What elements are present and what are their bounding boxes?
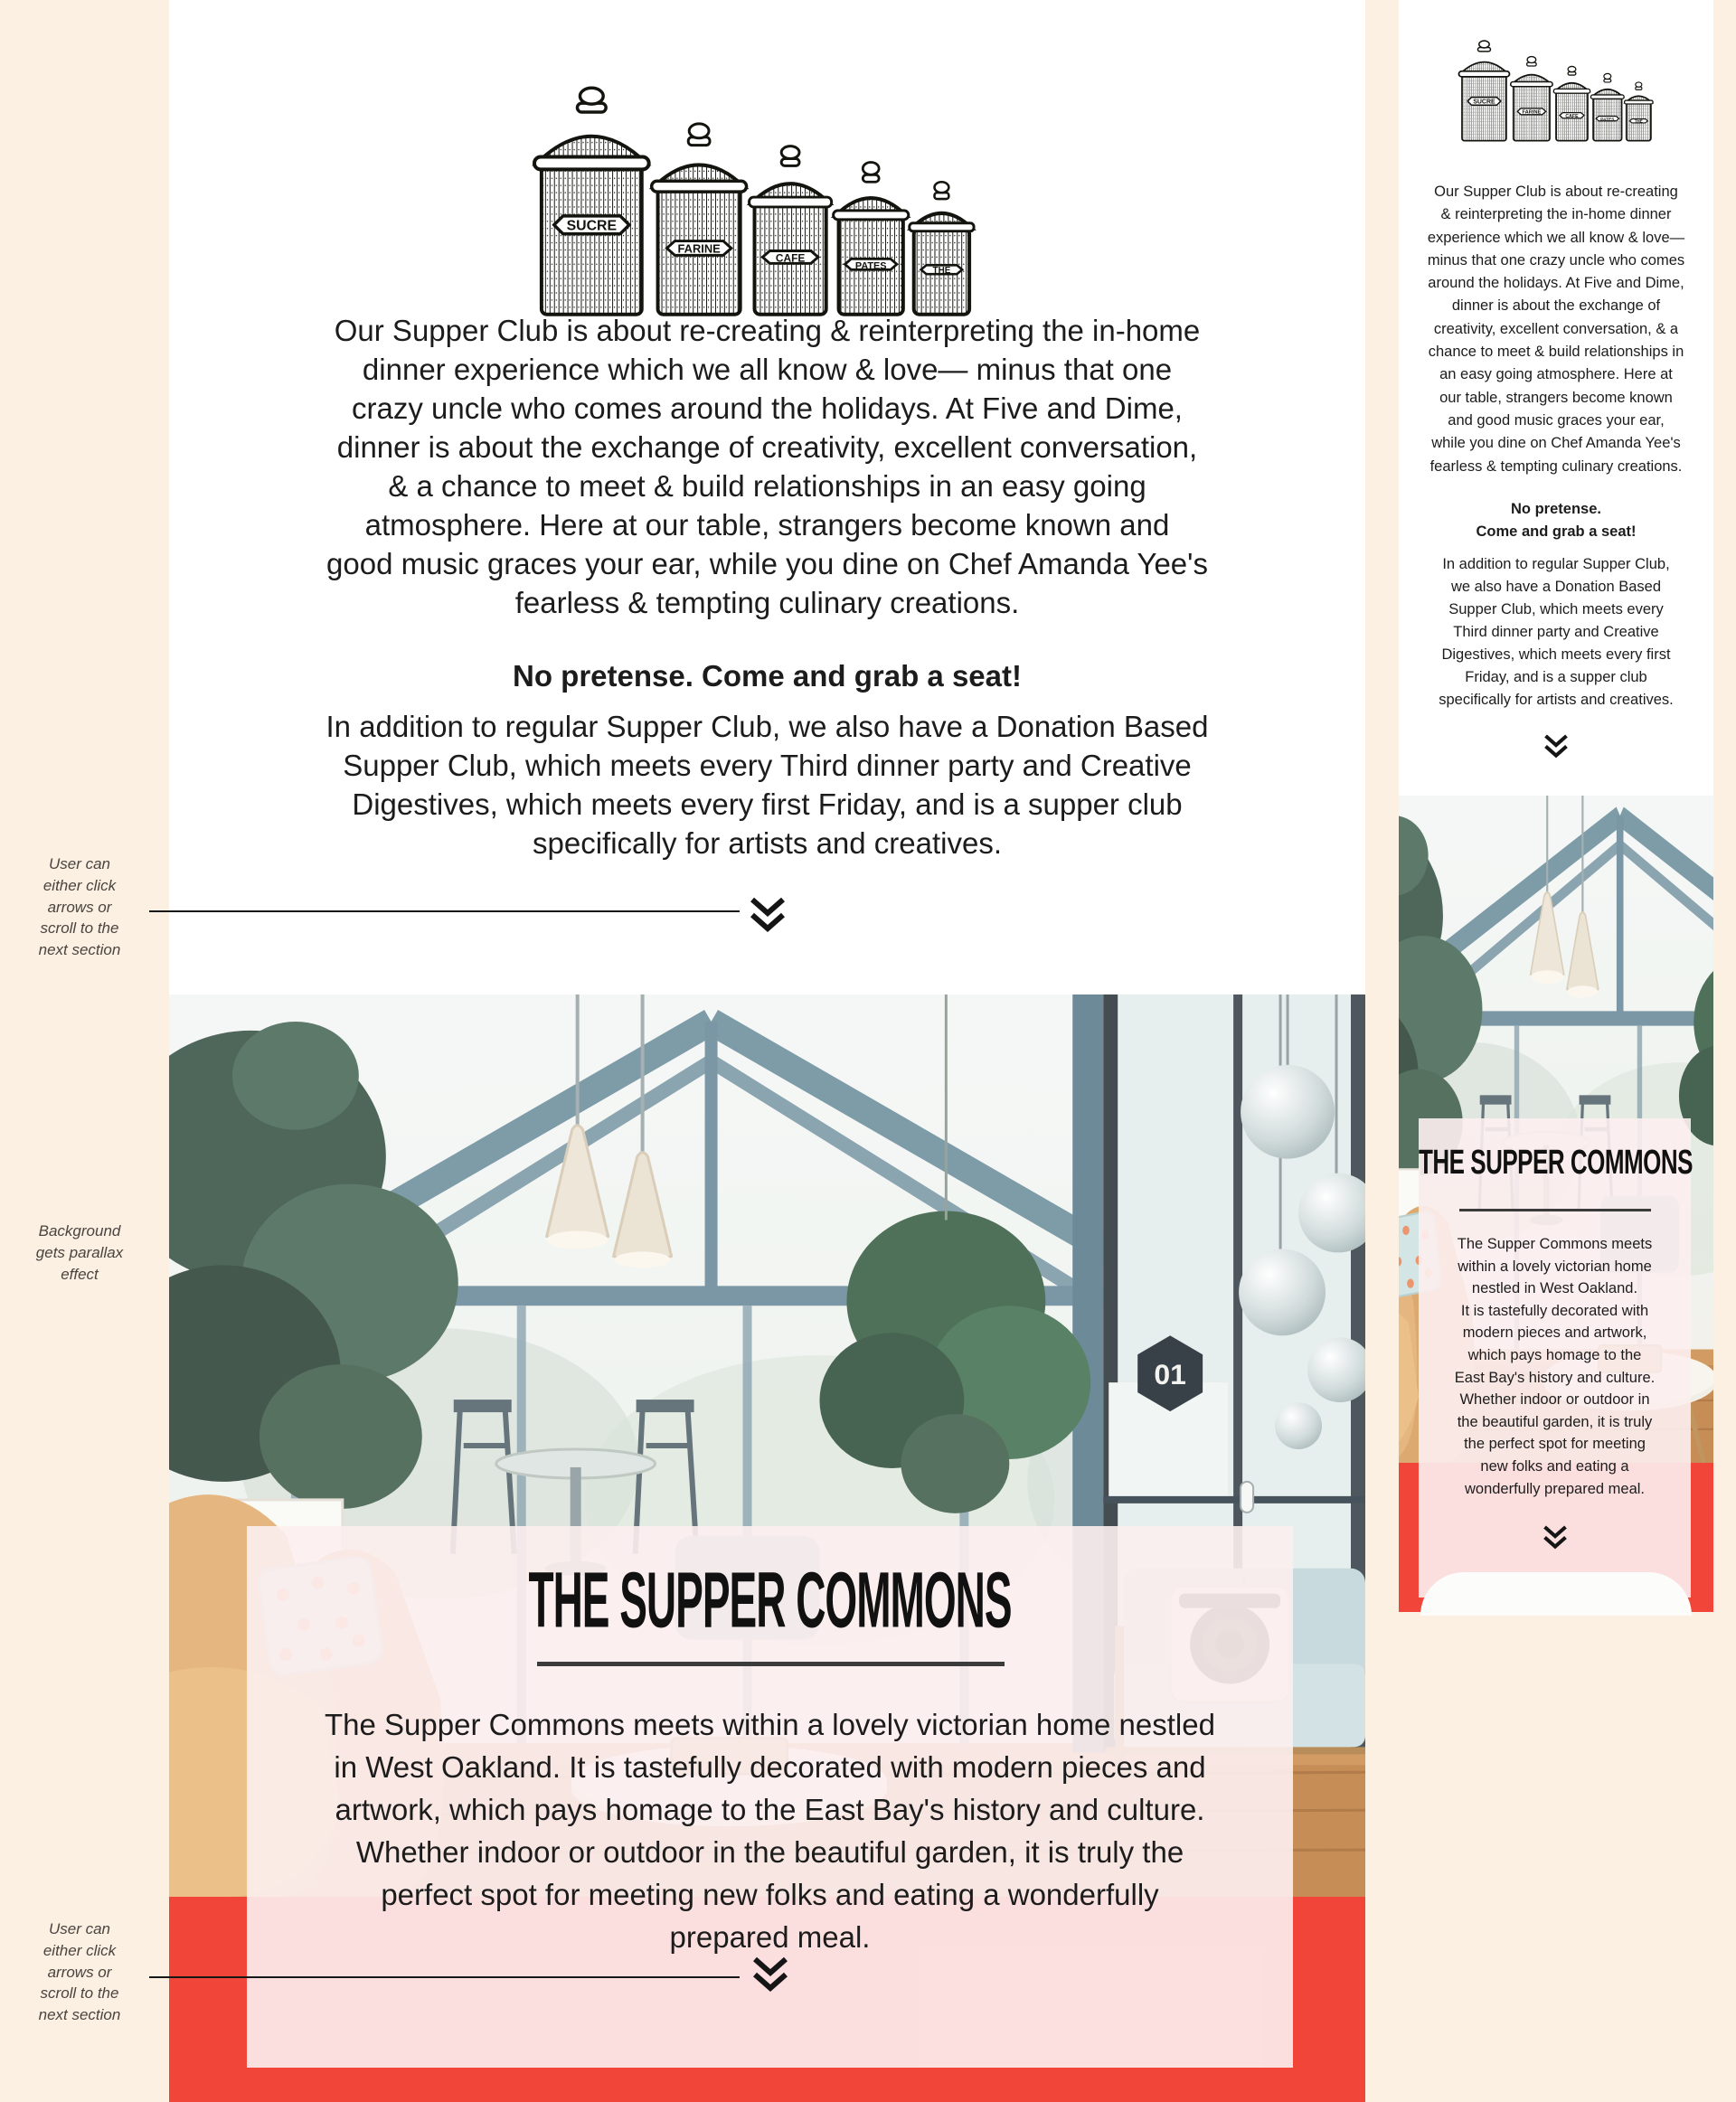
canister-set-illustration [531,80,978,325]
annotation-parallax-note: Background gets parallax effect [35,1222,124,1283]
addition-paragraph: In addition to regular Supper Club, we also have a Donation Based Supper Club, which meets every Third dinner party and Creative Digestives, which meets every first Friday, and is a supper club specifically for artists and creatives. [326,710,1209,860]
annotation-connector-line [149,910,740,912]
tagline: No pretense. Come and grab a seat! [513,659,1022,693]
annotation-scroll-note: User can either click arrows or scroll to the next section [38,855,121,959]
canister-set-illustration [1424,38,1688,145]
supper-commons-body: The Supper Commons meets within a lovely victorian home nestled in West Oakland. It is tastefully decorated with modern pieces and artwork, which pays homage to the East Bay's history and culture. Whether indoor or outdoor in the beautiful garden, it is truly the perfect spot for meeting new folks and eating a wonderfully prepared meal. [1454,1236,1656,1497]
mobile-mockup [1399,0,1713,1618]
intro-paragraph: Our Supper Club is about re-creating & reinterpreting the in-home dinner experience which we all know & love— minus that one crazy uncle who comes around the holidays. At Five and Dime, dinner is about the exchange of creativity, excellent conversation, & a chance to meet & build relationships in an easy going atmosphere. Here at our table, strangers become known and good music graces your ear, while you dine on Chef Amanda Yee's fearless & tempting culinary creations. [326,314,1208,619]
supper-commons-title: THE SUPPER COMMONS [528,1554,1012,1645]
annotation-scroll-note: User can either click arrows or scroll to the next section [38,1920,121,2024]
addition-paragraph: In addition to regular Supper Club, we also have a Donation Based Supper Club, which meets every Third dinner party and Creative Digestives, which meets every first Friday, and is a supper club specifically for artists and creatives. [1439,556,1674,708]
desktop-mockup [169,0,1365,2102]
scroll-down-arrow[interactable] [748,897,788,933]
scroll-down-arrow[interactable] [1542,1525,1569,1550]
supper-commons-card [1419,1118,1694,1598]
title-divider [1459,1209,1651,1211]
scroll-down-arrow[interactable] [750,1956,790,1993]
scroll-down-arrow[interactable] [1543,734,1570,759]
annotation-connector-line [149,1976,740,1978]
mobile-top-section [1399,0,1713,796]
next-section-dome [1420,1572,1692,1616]
tagline: No pretense. Come and grab a seat! [1476,501,1637,540]
supper-commons-body: The Supper Commons meets within a lovely victorian home nestled in West Oakland. It is tastefully decorated with modern pieces and artwork, which pays homage to the East Bay's history and culture. Whether indoor or outdoor in the beautiful garden, it is truly the perfect spot for meeting new folks and eating a wonderfully prepared meal. [325,1708,1215,1954]
supper-commons-card [247,1526,1293,2068]
intro-paragraph: Our Supper Club is about re-creating & reinterpreting the in-home dinner experience which we all know & love— minus that one crazy uncle who comes around the holidays. At Five and Dime, dinner is about the exchange of creativity, excellent conversation, & a chance to meet & build relationships in an easy going atmosphere. Here at our table, strangers become known and good music graces your ear, while you dine on Chef Amanda Yee's fearless & tempting culinary creations. [1427,184,1685,475]
title-divider [537,1662,1005,1666]
supper-commons-title: THE SUPPER COMMONS [1419,1142,1694,1182]
